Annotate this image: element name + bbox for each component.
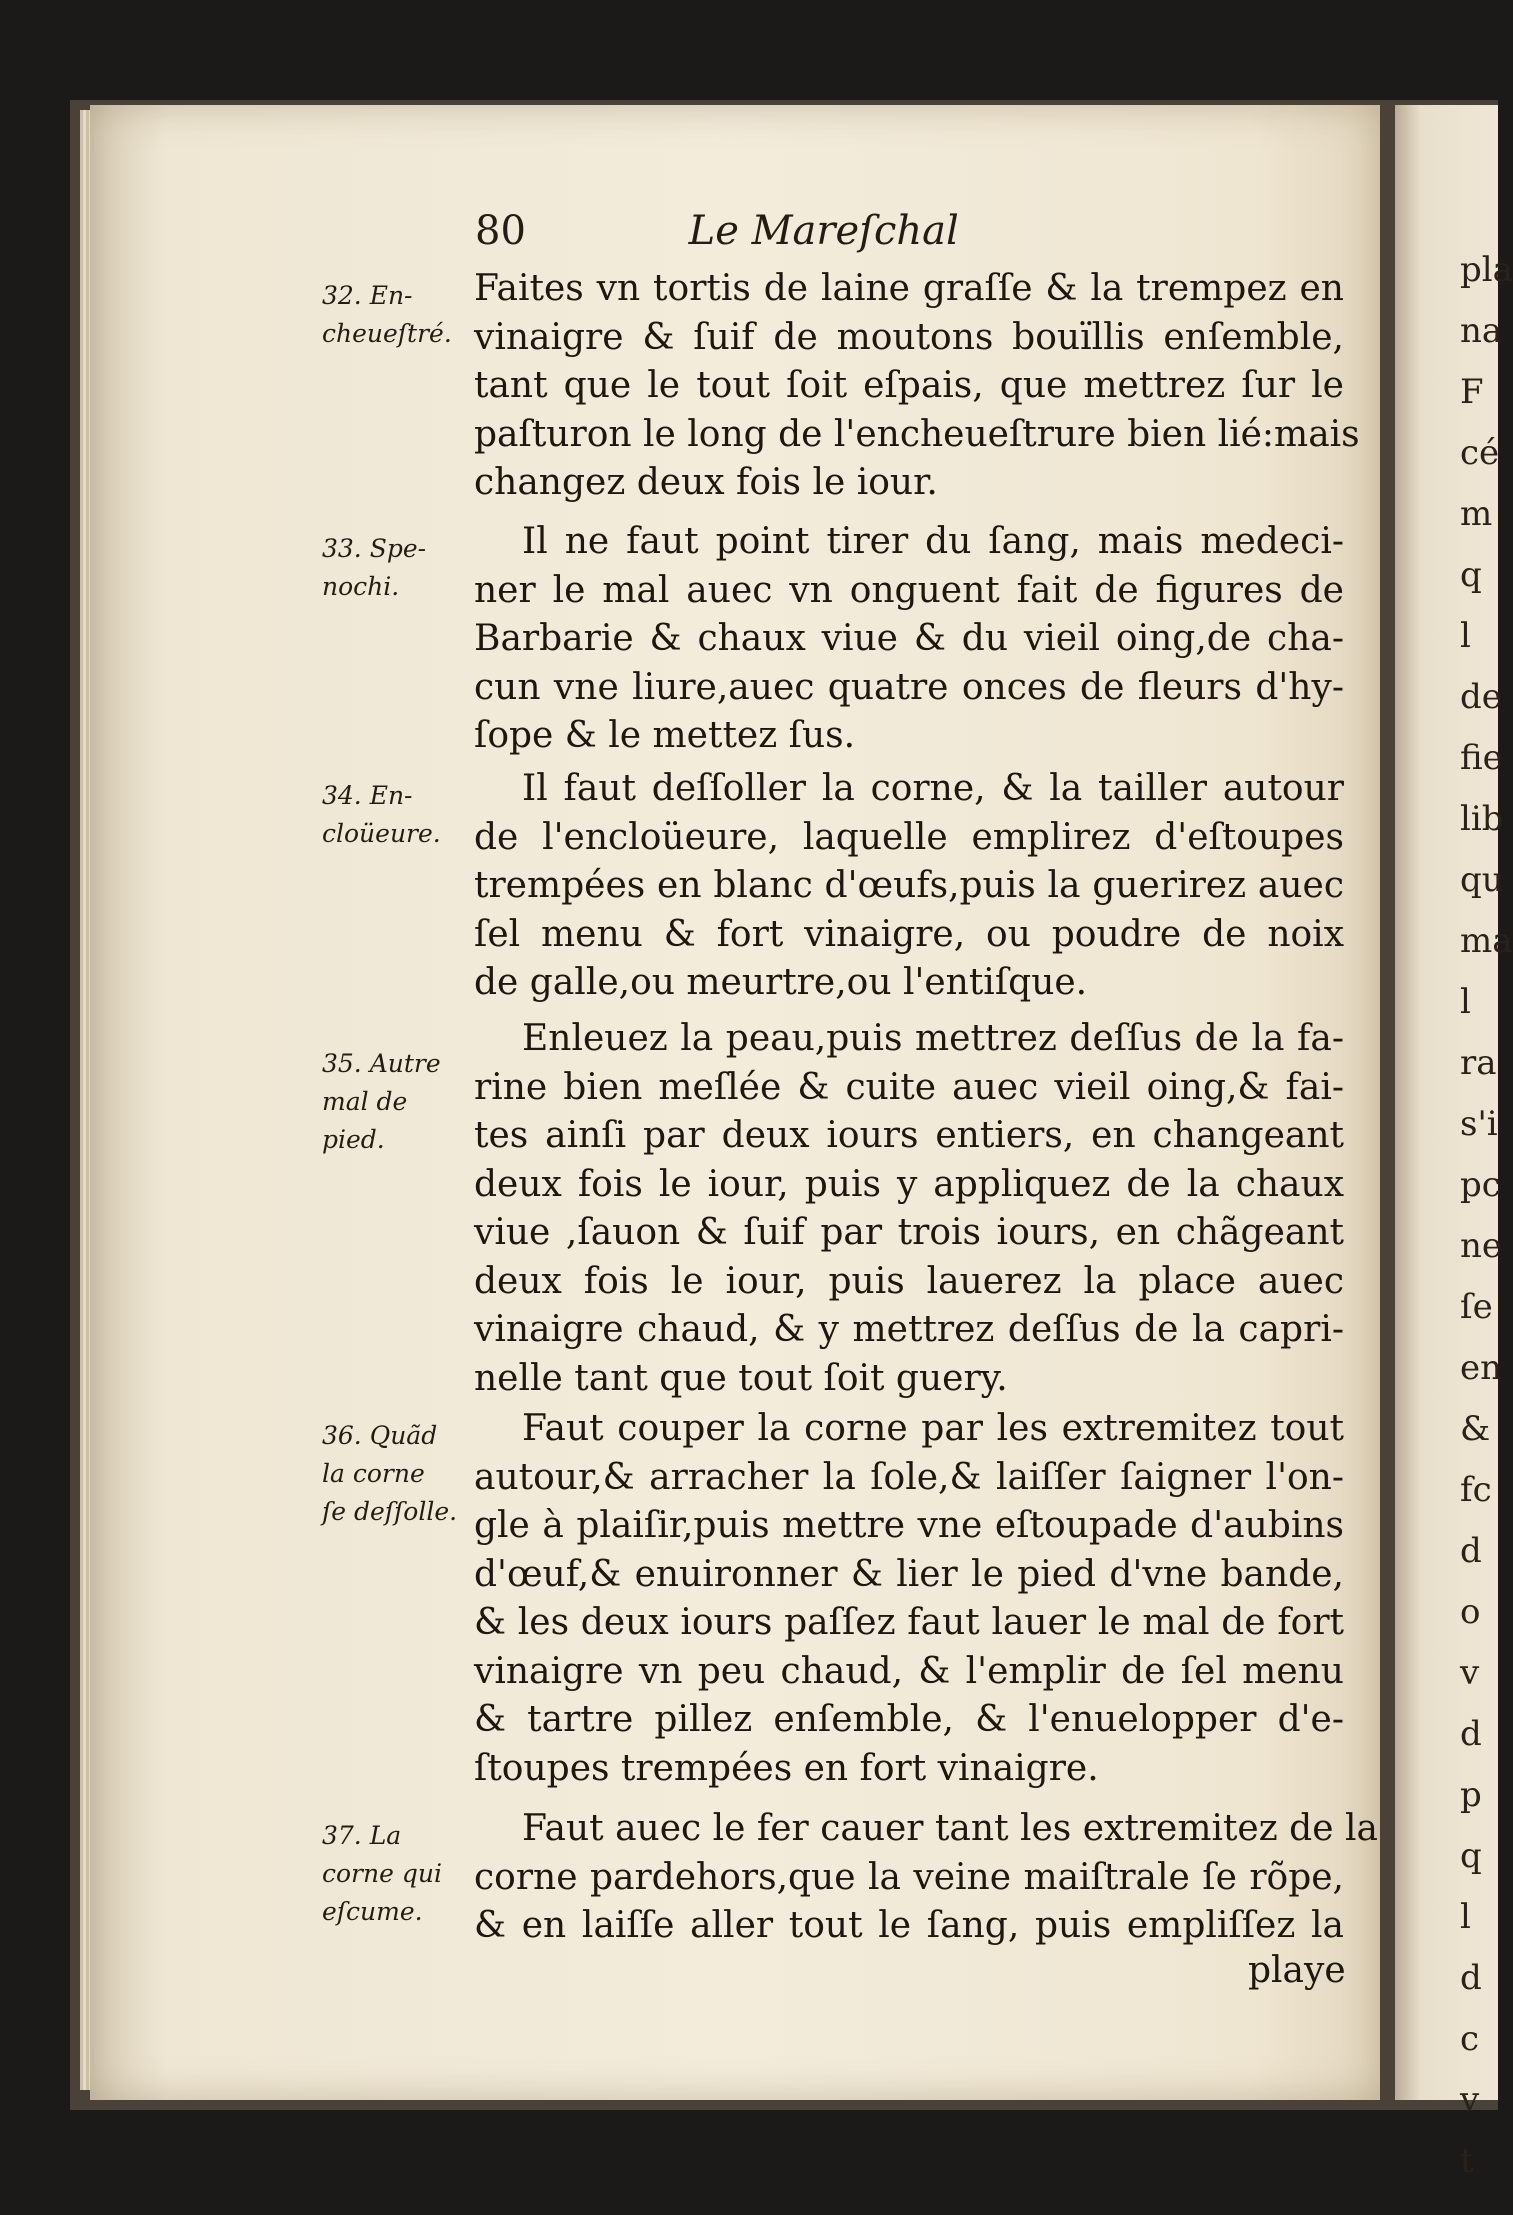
text-line: ner le mal auec vn onguent fait de figures de [474, 569, 1344, 611]
text-line: vinaigre vn peu chaud, & l'emplir de ſel menu [474, 1650, 1344, 1692]
text-line: Il ne faut point tirer du ſang, mais medeci- [522, 521, 1344, 562]
margin-note-line: nochi. [322, 572, 400, 601]
margin-note-line: pied. [322, 1125, 385, 1154]
facing-fragment: t [1460, 2141, 1474, 2181]
facing-fragment: o [1460, 1592, 1481, 1632]
running-header [475, 208, 959, 254]
margin-note-1 [322, 277, 462, 353]
margin-note-line: la corne [322, 1459, 425, 1488]
margin-note-4 [322, 1045, 462, 1159]
facing-fragment: F [1460, 372, 1484, 412]
text-line: rine bien meſlée & cuite auec vieil oing,& fai- [474, 1066, 1344, 1108]
paragraph-3 [474, 765, 1344, 1008]
text-line: ſel menu & fort vinaigre, ou poudre de noix [474, 913, 1344, 955]
text-line: deux fois le iour, puis y appliquez de la chaux [474, 1163, 1344, 1205]
facing-fragment: d [1460, 1714, 1482, 1754]
catchword: playe [1248, 1950, 1346, 1991]
margin-note-line: cloüeure. [322, 819, 441, 848]
text-line: vinaigre chaud, & y mettrez deſſus de la capri- [474, 1309, 1344, 1350]
margin-note-5 [322, 1417, 462, 1531]
text-line: nelle tant que tout ſoit guery. [474, 1357, 1008, 1399]
facing-fragment: na [1460, 311, 1503, 351]
text-line: de galle,ou meurtre,ou l'entiſque. [474, 962, 1088, 1003]
text-line: paſturon le long de l'encheueſtrure bien lié:mais [474, 413, 1360, 455]
margin-note-line: 32. En- [322, 281, 413, 310]
running-title: Le Mareſchal [688, 208, 959, 254]
facing-fragment: d [1460, 1958, 1482, 1998]
margin-note-line: 37. La [322, 1821, 402, 1850]
paragraph-5 [474, 1405, 1344, 1793]
margin-note-line: mal de [322, 1087, 408, 1116]
margin-note-line: cheueſtré. [322, 319, 452, 348]
facing-fragment: ſe [1460, 1287, 1493, 1327]
margin-note-line: eſcume. [322, 1897, 423, 1926]
text-line: Faut couper la corne par les extremitez tout [522, 1408, 1344, 1449]
facing-fragment: c [1460, 2019, 1480, 2059]
text-line: ſtoupes trempées en fort vinaigre. [474, 1747, 1099, 1789]
facing-fragment: l [1460, 1897, 1471, 1937]
margin-note-3 [322, 777, 462, 853]
facing-fragment: d [1460, 1531, 1482, 1571]
facing-fragment: ra [1460, 1043, 1497, 1083]
facing-fragment: cé [1460, 433, 1500, 473]
paragraph-1 [474, 265, 1360, 508]
text-line: Faut auec le fer cauer tant les extremitez de la [522, 1808, 1378, 1849]
text-line: d'œuf,& enuironner & lier le pied d'vne bande, [474, 1553, 1344, 1595]
facing-fragment: l [1460, 982, 1471, 1022]
facing-page-text [1460, 240, 1513, 2192]
margin-note-line: 36. Quãd [322, 1421, 438, 1450]
text-line: & les deux iours paſſez faut lauer le mal de fort [474, 1602, 1344, 1643]
facing-fragment: pc [1460, 1165, 1501, 1205]
facing-fragment: ne [1460, 1226, 1503, 1266]
facing-fragment: fie [1460, 738, 1503, 778]
facing-fragment: qu [1460, 860, 1504, 900]
text-line: tant que le tout ſoit eſpais, que mettrez ſur le [474, 365, 1344, 406]
facing-fragment: v [1460, 2080, 1480, 2120]
facing-fragment: q [1460, 555, 1482, 595]
text-line: de l'encloüeure, laquelle emplirez d'eſtoupes [474, 816, 1344, 858]
text-line: & tartre pillez enſemble, & l'enuelopper d'e- [474, 1699, 1344, 1740]
paragraph-2 [474, 518, 1344, 761]
text-line: autour,& arracher la ſole,& laiſſer ſaigner l'on- [474, 1456, 1344, 1498]
facing-fragment: q [1460, 1836, 1482, 1876]
margin-note-2 [322, 530, 462, 606]
text-line: tes ainſi par deux iours entiers, en changeant [474, 1115, 1344, 1156]
facing-fragment: m [1460, 494, 1493, 534]
facing-fragment: en [1460, 1348, 1503, 1388]
text-line: corne pardehors,que la veine maiſtrale ſe rõpe, [474, 1856, 1344, 1898]
margin-note-line: ſe deſſolle. [322, 1497, 458, 1526]
margin-note-line: 34. En- [322, 781, 413, 810]
text-line: vinaigre & ſuif de moutons bouïllis enſemble, [474, 316, 1344, 358]
facing-fragment: l [1460, 616, 1471, 656]
facing-fragment: v [1460, 1653, 1480, 1693]
text-line: cun vne liure,auec quatre onces de fleurs d'hy- [474, 666, 1344, 708]
text-line: gle à plaiſir,puis mettre vne eſtoupade d'aubins [474, 1505, 1344, 1546]
text-line: trempées en blanc d'œufs,puis la guerirez auec [474, 865, 1344, 906]
facing-fragment: de [1460, 677, 1502, 717]
page-number: 80 [475, 208, 526, 254]
text-line: deux fois le iour, puis lauerez la place auec [474, 1260, 1344, 1302]
text-line: ſope & le mettez ſus. [474, 715, 856, 756]
facing-fragment: ma [1460, 921, 1513, 961]
text-line: Faites vn tortis de laine graſſe & la trempez en [474, 268, 1344, 309]
margin-note-line: 33. Spe- [322, 534, 427, 563]
text-line: changez deux fois le iour. [474, 462, 938, 503]
paragraph-4 [474, 1015, 1344, 1403]
margin-note-line: 35. Autre [322, 1049, 441, 1078]
text-line: Barbarie & chaux viue & du vieil oing,de cha- [474, 618, 1344, 659]
paragraph-6 [474, 1805, 1378, 1951]
facing-fragment: fc [1460, 1470, 1492, 1510]
margin-note-line: corne qui [322, 1859, 442, 1888]
facing-fragment: p [1460, 1775, 1482, 1815]
facing-fragment: & [1460, 1409, 1491, 1449]
text-line: viue ,ſauon & ſuif par trois iours, en chãgeant [474, 1212, 1344, 1253]
margin-note-6 [322, 1817, 462, 1931]
text-line: Enleuez la peau,puis mettrez deſſus de la fa- [522, 1018, 1344, 1059]
facing-fragment: pla [1460, 250, 1513, 290]
facing-fragment: s'i [1460, 1104, 1498, 1144]
text-line: & en laiſſe aller tout le ſang, puis empliſſez la [474, 1905, 1344, 1946]
text-line: Il faut deſſoller la corne, & la tailler autour [522, 768, 1344, 809]
facing-fragment: lib [1460, 799, 1504, 839]
